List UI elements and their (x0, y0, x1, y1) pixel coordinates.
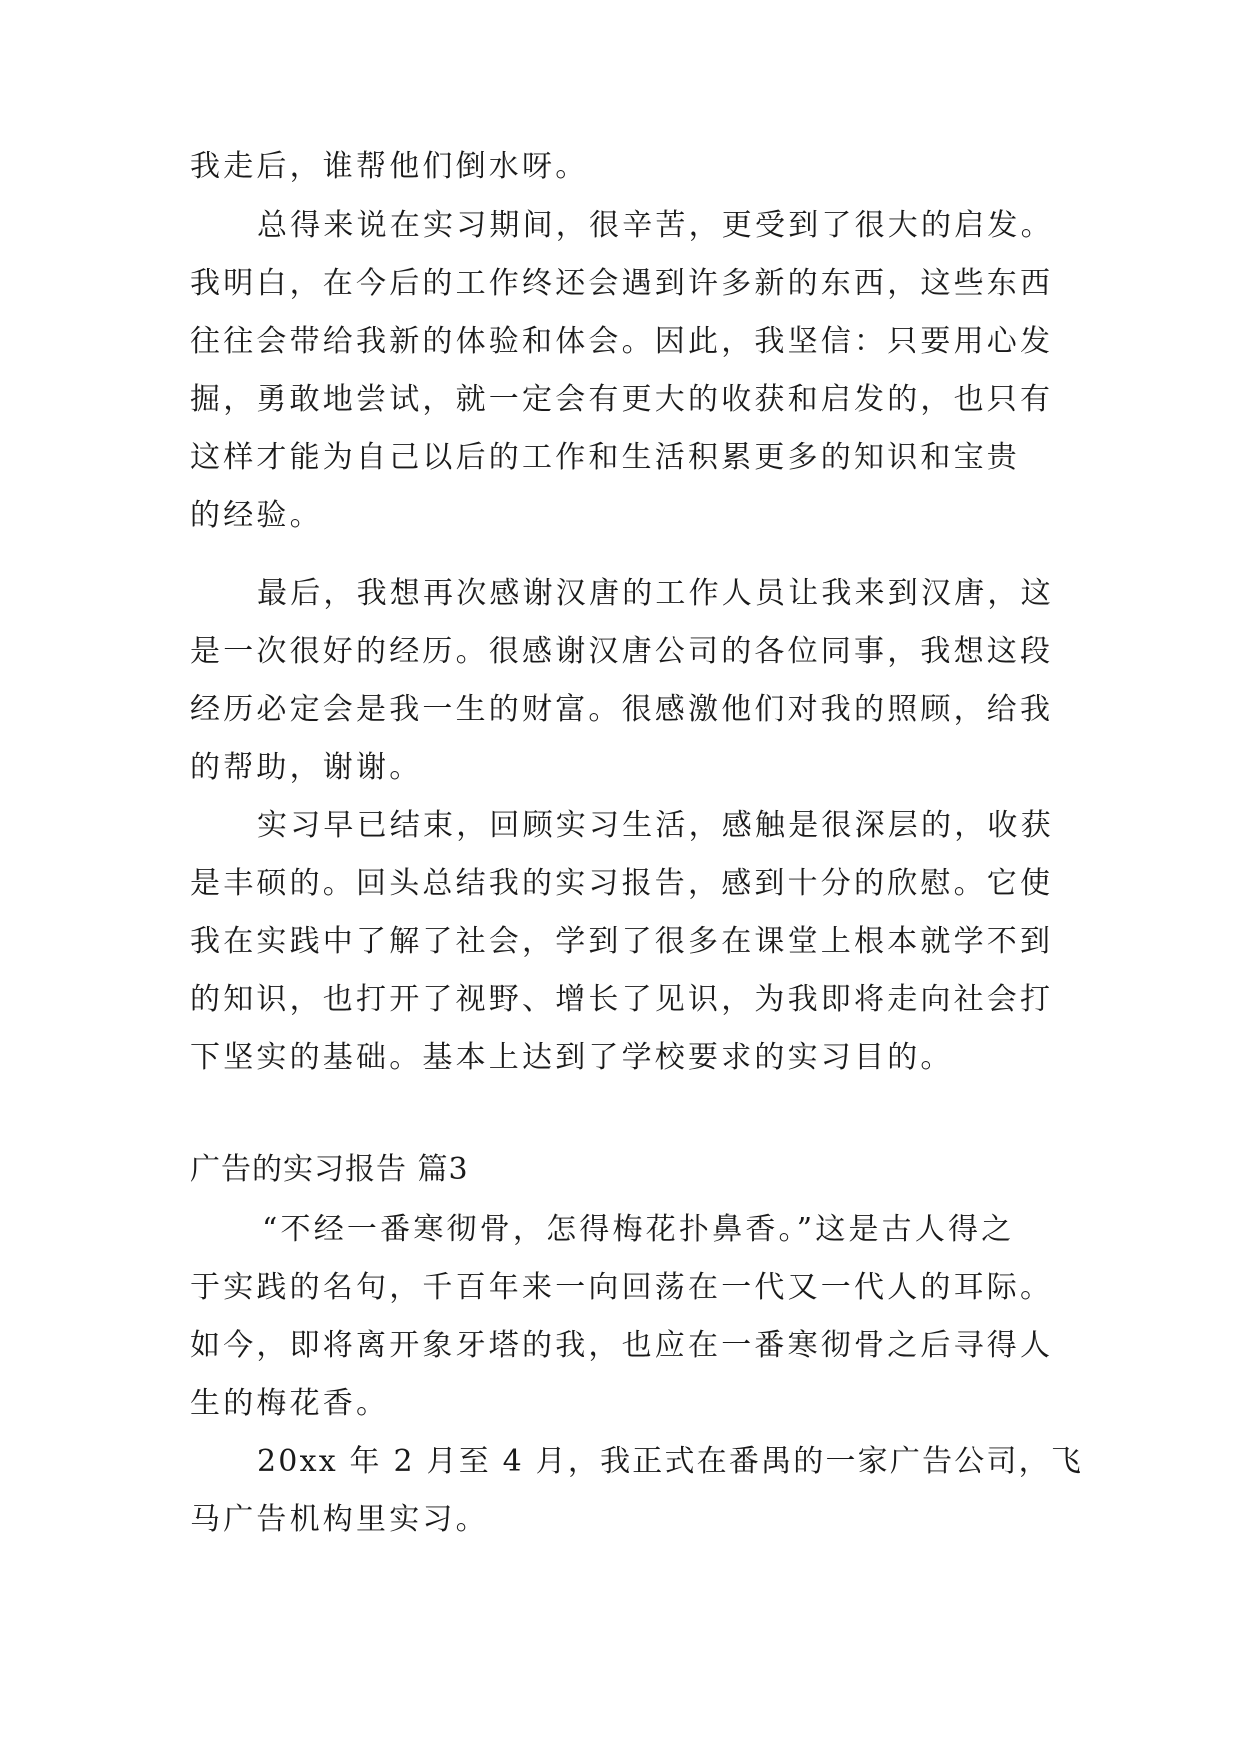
text-line: 掘，勇敢地尝试，就一定会有更大的收获和启发的，也只有 (190, 382, 1054, 417)
text-line: 往往会带给我新的体验和体会。因此，我坚信：只要用心发 (190, 324, 1054, 359)
section-heading: 广告的实习报告 篇3 (190, 1152, 469, 1187)
text-line: 是丰硕的。回头总结我的实习报告，感到十分的欣慰。它使 (190, 866, 1054, 901)
paragraph-start-line: “不经一番寒彻骨，怎得梅花扑鼻香。”这是古人得之 (262, 1212, 1015, 1247)
paragraph-start-line: 总得来说在实习期间，很辛苦，更受到了很大的启发。 (257, 208, 1054, 243)
text-line: 马广告机构里实习。 (190, 1502, 489, 1537)
text-line: 的帮助，谢谢。 (190, 750, 423, 785)
paragraph-start-line: 最后，我想再次感谢汉唐的工作人员让我来到汉唐，这 (257, 576, 1054, 611)
paragraph-start-line: 20xx 年 2 月至 4 月，我正式在番禺的一家广告公司，飞 (257, 1444, 1084, 1479)
text-line: 经历必定会是我一生的财富。很感激他们对我的照顾，给我 (190, 692, 1054, 727)
text-line: 是一次很好的经历。很感谢汉唐公司的各位同事，我想这段 (190, 634, 1054, 669)
text-line: 我明白，在今后的工作终还会遇到许多新的东西，这些东西 (190, 266, 1054, 301)
text-line: 我在实践中了解了社会，学到了很多在课堂上根本就学不到 (190, 924, 1054, 959)
paragraph-start-line: 实习早已结束，回顾实习生活，感触是很深层的，收获 (257, 808, 1054, 843)
text-line: 我走后，谁帮他们倒水呀。 (190, 149, 589, 184)
text-line: 如今，即将离开象牙塔的我，也应在一番寒彻骨之后寻得人 (190, 1328, 1054, 1363)
text-line: 的经验。 (190, 498, 323, 533)
text-line: 于实践的名句，千百年来一向回荡在一代又一代人的耳际。 (190, 1270, 1054, 1305)
text-line: 的知识，也打开了视野、增长了见识，为我即将走向社会打 (190, 982, 1054, 1017)
text-line: 下坚实的基础。基本上达到了学校要求的实习目的。 (190, 1040, 954, 1075)
text-line: 生的梅花香。 (190, 1386, 390, 1421)
text-line: 这样才能为自己以后的工作和生活积累更多的知识和宝贵 (190, 440, 1020, 475)
